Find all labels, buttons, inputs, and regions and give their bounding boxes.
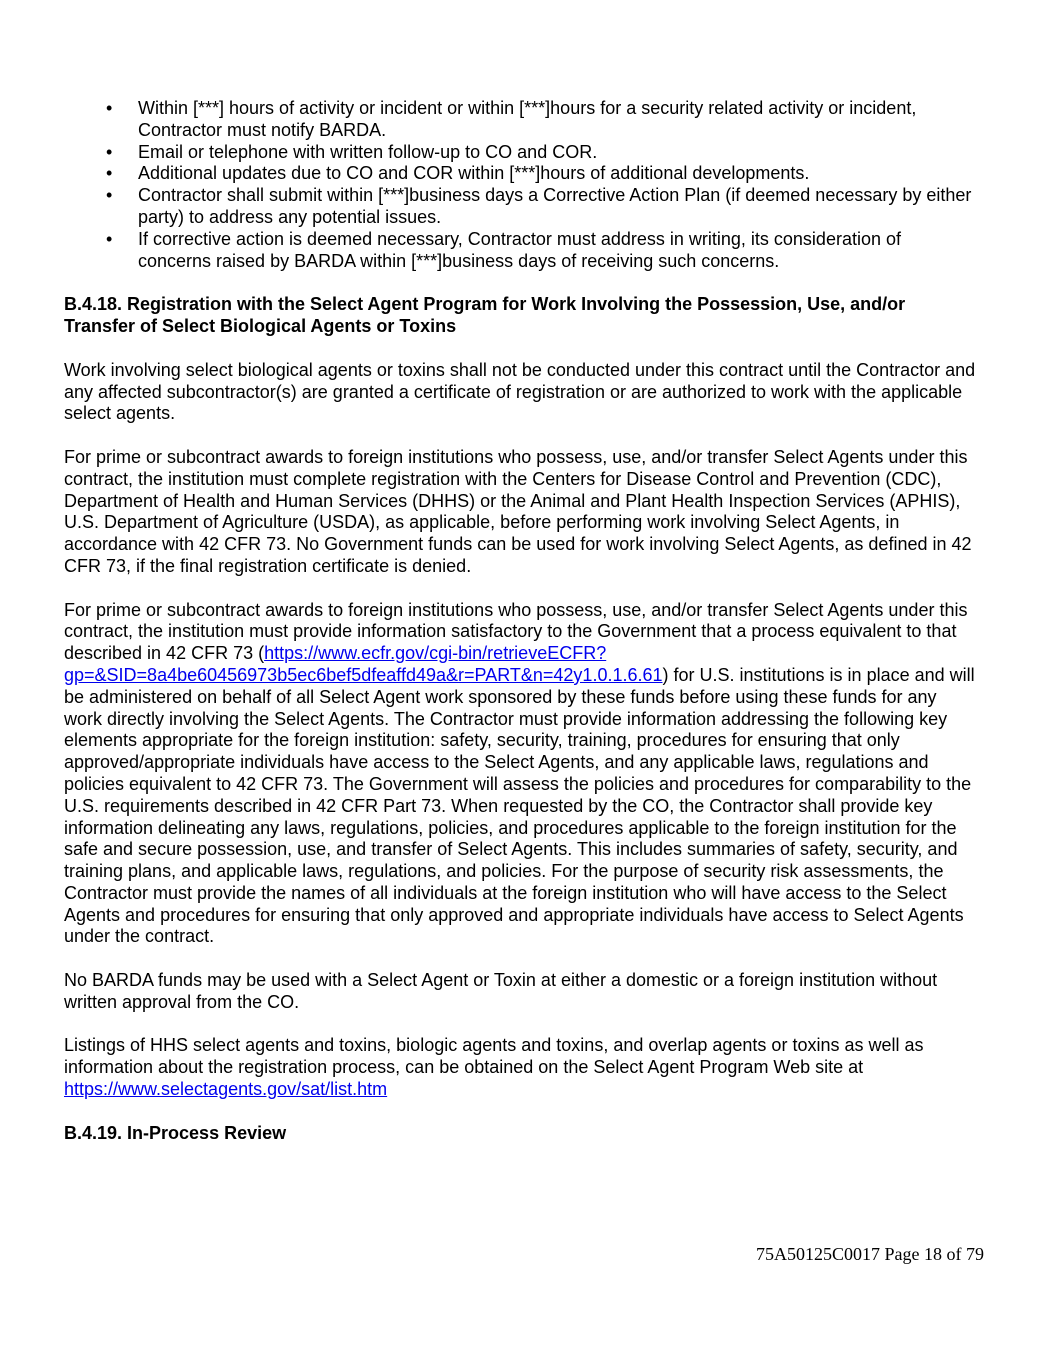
notification-bullet-list <box>64 98 976 272</box>
page-footer: 75A50125C0017 Page 18 of 79 <box>756 1244 984 1264</box>
paragraph <box>64 600 976 949</box>
section-heading-b419: B.4.19. In-Process Review <box>64 1122 287 1143</box>
section-heading-b418: B.4.18. Registration with the Select Agent Program for Work Involving the Possession, Use, and/or Transfer of Select Biological Agents or Toxins <box>64 294 906 337</box>
bullet-item: • Contractor shall submit within [***]business days a Corrective Action Plan (if deemed necessary by either party) to address any potential issues. <box>64 185 976 229</box>
bullet-item: • If corrective action is deemed necessary, Contractor must address in writing, its consideration of concerns raised by BARDA within [***]business days of receiving such concerns. <box>64 229 976 273</box>
bullet-item: • Additional updates due to CO and COR within [***]hours of additional developments. <box>64 163 976 185</box>
bullet-item: • Email or telephone with written follow-up to CO and COR. <box>64 142 976 164</box>
ecfr-link[interactable]: https://www.ecfr.gov/cgi-bin/retrieveECFR?gp=&SID=8a4be60456973b5ec6bef5dfeaffd49a&r=PART&n=42y1.0.1.6.61 <box>64 643 663 685</box>
paragraph: For prime or subcontract awards to foreign institutions who possess, use, and/or transfer Select Agents under this contract, the institution must complete registration with the Centers for Disease Control and Prevention (CDC), Department of Health and Human Services (DHHS) or the Animal and Plant Health Inspection Services (APHIS), U.S. Department of Agriculture (USDA), as applicable, before performing work involving Select Agents, in accordance with 42 CFR 73. No Government funds can be used for work involving Select Agents, as defined in 42 CFR 73, if the final registration certificate is denied. <box>64 446 972 576</box>
paragraph-text: Listings of HHS select agents and toxins, biologic agents and toxins, and overlap agents or toxins as well as information about the registration process, can be obtained on the Select Agent Program Web site at <box>64 1035 924 1078</box>
paragraph: Work involving select biological agents or toxins shall not be conducted under this contract until the Contractor and any affected subcontractor(s) are granted a certificate of registration or are authorized to work with the applicable select agents. <box>64 359 976 424</box>
bullet-item: • Within [***] hours of activity or incident or within [***]hours for a security related activity or incident, Contractor must notify BARDA. <box>64 98 976 142</box>
document-page <box>64 98 976 1145</box>
paragraph-text: For prime or subcontract awards to foreign institutions who possess, use, and/or transfer Select Agents under this contract, the institution must provide information satisfactory to the Government that a process equivalent to that described in 42 CFR 73 ( <box>64 599 968 664</box>
select-agents-link[interactable]: https://www.selectagents.gov/sat/list.htm <box>64 1079 388 1100</box>
paragraph <box>64 1035 976 1100</box>
paragraph: No BARDA funds may be used with a Select Agent or Toxin at either a domestic or a foreign institution without written approval from the CO. <box>64 970 938 1012</box>
paragraph-text: ) for U.S. institutions is in place and will be administered on behalf of all Select Agent work sponsored by these funds before using these funds for any work directly involving the Select Agents. The Contractor must provide information addressing the following key elements appropriate for the foreign institution: safety, security, training, procedures for ensuring that only approved/appropriate individuals have access to the Select Agents, and any applicable laws, regulations and policies equivalent to 42 CFR 73. The Government will assess the policies and procedures for comparability to the U.S. requirements described in 42 CFR Part 73. When requested by the CO, the Contractor shall provide key information delineating any laws, regulations, policies, and procedures applicable to the foreign institution for the safe and secure possession, use, and transfer of Select Agents. This includes summaries of safety, security, and training plans, and applicable laws, regulations, and policies. For the purpose of security risk assessments, the Contractor must provide the names of all individuals at the foreign institution who will have access to the Select Agents and procedures for ensuring that only approved and appropriate individuals have access to Select Agents under the contract. <box>64 664 975 947</box>
